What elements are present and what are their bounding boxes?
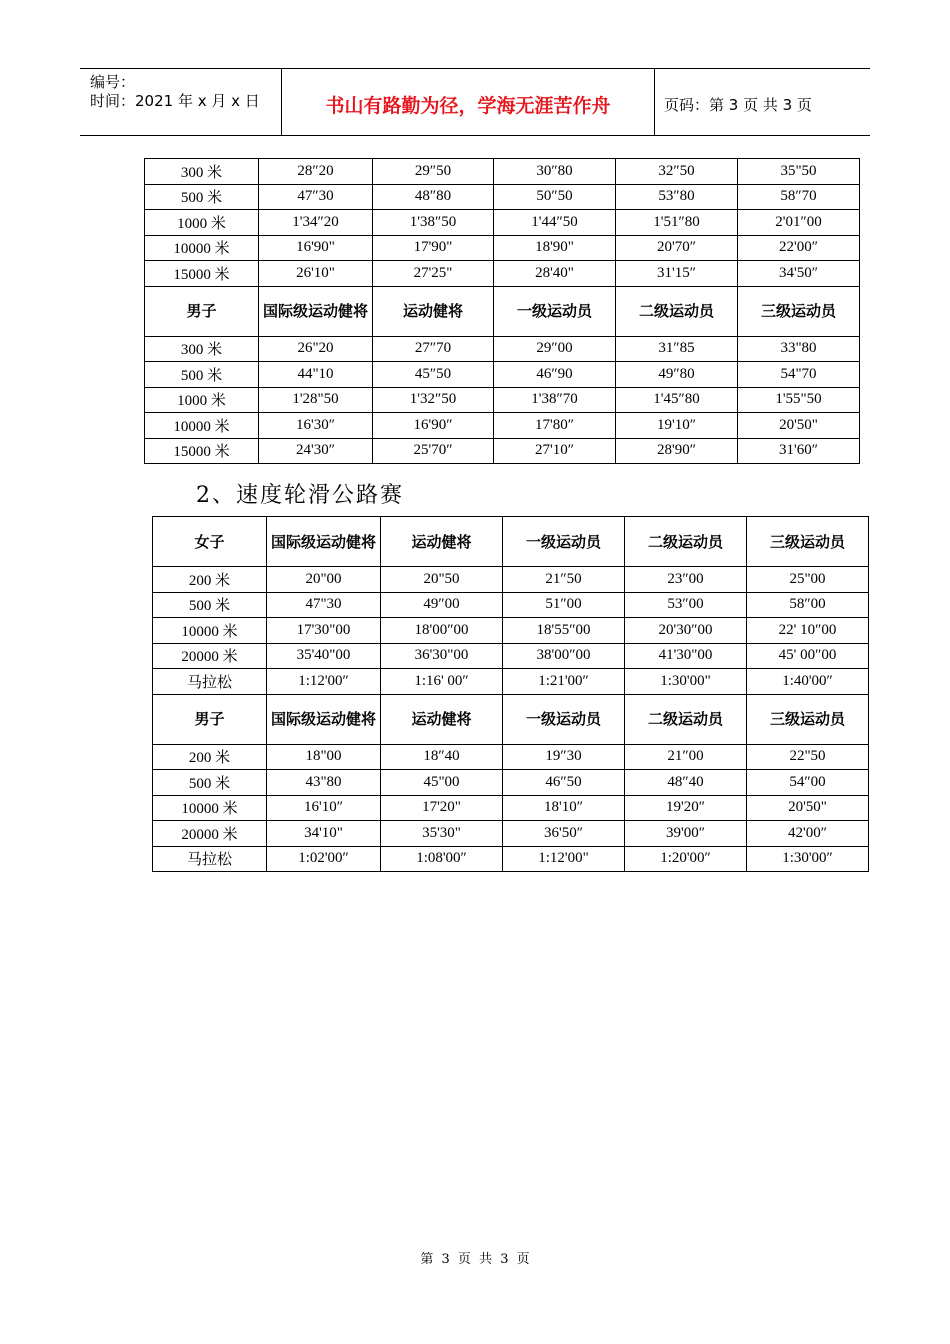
- time-cell: 18'10″: [503, 795, 625, 821]
- table-row: [153, 770, 869, 796]
- table-header-cell: 国际级运动健将: [267, 694, 381, 744]
- header-meta: [90, 73, 260, 111]
- time-cell: 19'20″: [625, 795, 747, 821]
- table-header-row: [153, 694, 869, 744]
- time-cell: 31″85: [616, 336, 738, 362]
- table-header-cell: 三级运动员: [738, 286, 860, 336]
- time-cell: 45' 00″00: [747, 643, 869, 669]
- distance-cell: 10000 米: [145, 235, 259, 261]
- time-cell: 18'00″00: [381, 618, 503, 644]
- time-cell: 1:12'00": [503, 846, 625, 872]
- distance-cell: 500 米: [145, 362, 259, 388]
- time-cell: 47"30: [267, 592, 381, 618]
- table-row: [153, 821, 869, 847]
- time-cell: 41'30"00: [625, 643, 747, 669]
- time-cell: 1'45″80: [616, 387, 738, 413]
- table-row: [153, 592, 869, 618]
- time-cell: 53″80: [616, 184, 738, 210]
- time-cell: 27'25": [373, 261, 494, 287]
- time-cell: 22' 10″00: [747, 618, 869, 644]
- table-row: [145, 362, 860, 388]
- time-cell: 17'90": [373, 235, 494, 261]
- distance-cell: 300 米: [145, 336, 259, 362]
- time-cell: 25'70″: [373, 438, 494, 464]
- time-cell: 48″80: [373, 184, 494, 210]
- table-row: [145, 336, 860, 362]
- time-cell: 1:20'00″: [625, 846, 747, 872]
- road-standards-table: [152, 516, 869, 872]
- time-cell: 1'28"50: [259, 387, 373, 413]
- time-cell: 34'50″: [738, 261, 860, 287]
- time-cell: 20'50": [747, 795, 869, 821]
- table-header-cell: 男子: [153, 694, 267, 744]
- time-cell: 18"00: [267, 744, 381, 770]
- time-cell: 35'30": [381, 821, 503, 847]
- distance-cell: 500 米: [153, 592, 267, 618]
- time-cell: 1:30'00": [625, 669, 747, 695]
- time-cell: 28'40": [494, 261, 616, 287]
- time-cell: 22"50: [747, 744, 869, 770]
- time-cell: 36'30"00: [381, 643, 503, 669]
- time-cell: 1'44″50: [494, 210, 616, 236]
- table-header-cell: 三级运动员: [747, 694, 869, 744]
- table-row: [145, 261, 860, 287]
- table-header-row: [145, 286, 860, 336]
- distance-cell: 15000 米: [145, 438, 259, 464]
- time-cell: 25"00: [747, 567, 869, 593]
- page-footer: 第 3 页 共 3 页: [420, 1252, 530, 1267]
- page-header: [80, 68, 870, 136]
- distance-cell: 300 米: [145, 159, 259, 185]
- time-cell: 21″50: [503, 567, 625, 593]
- time-cell: 44"10: [259, 362, 373, 388]
- time-cell: 43"80: [267, 770, 381, 796]
- distance-cell: 马拉松: [153, 669, 267, 695]
- time-cell: 48″40: [625, 770, 747, 796]
- time-cell: 51″00: [503, 592, 625, 618]
- table-row: [145, 387, 860, 413]
- time-cell: 47″30: [259, 184, 373, 210]
- time-cell: 21″00: [625, 744, 747, 770]
- time-cell: 18″40: [381, 744, 503, 770]
- table-row: [145, 159, 860, 185]
- time-cell: 20"00: [267, 567, 381, 593]
- table-header-cell: 运动健将: [381, 694, 503, 744]
- time-cell: 39'00″: [625, 821, 747, 847]
- time-cell: 31'60″: [738, 438, 860, 464]
- distance-cell: 15000 米: [145, 261, 259, 287]
- time-cell: 1:40'00″: [747, 669, 869, 695]
- time-cell: 54″00: [747, 770, 869, 796]
- time-cell: 49″80: [616, 362, 738, 388]
- section-title: 2、速度轮滑公路赛: [196, 483, 404, 508]
- time-cell: 36'50″: [503, 821, 625, 847]
- table-header-cell: 一级运动员: [494, 286, 616, 336]
- time-cell: 29″00: [494, 336, 616, 362]
- time-cell: 1:30'00″: [747, 846, 869, 872]
- time-cell: 1'55"50: [738, 387, 860, 413]
- time-cell: 17'80″: [494, 413, 616, 439]
- distance-cell: 20000 米: [153, 821, 267, 847]
- distance-cell: 10000 米: [153, 795, 267, 821]
- time-cell: 20"50: [381, 567, 503, 593]
- table-row: [153, 669, 869, 695]
- table-header-cell: 国际级运动健将: [259, 286, 373, 336]
- time-cell: 26'10": [259, 261, 373, 287]
- table-header-cell: 一级运动员: [503, 517, 625, 567]
- time-cell: 19'10″: [616, 413, 738, 439]
- time-cell: 1'38″70: [494, 387, 616, 413]
- table-header-cell: 一级运动员: [503, 694, 625, 744]
- time-cell: 1'32″50: [373, 387, 494, 413]
- time-cell: 1:16' 00″: [381, 669, 503, 695]
- distance-cell: 10000 米: [153, 618, 267, 644]
- time-cell: 17'20": [381, 795, 503, 821]
- time-cell: 38'00″00: [503, 643, 625, 669]
- time-cell: 18'55″00: [503, 618, 625, 644]
- time-cell: 45"00: [381, 770, 503, 796]
- time-cell: 17'30"00: [267, 618, 381, 644]
- time-cell: 35'40"00: [267, 643, 381, 669]
- time-cell: 31'15″: [616, 261, 738, 287]
- time-cell: 1:08'00″: [381, 846, 503, 872]
- distance-cell: 500 米: [145, 184, 259, 210]
- time-cell: 46″90: [494, 362, 616, 388]
- time-cell: 54"70: [738, 362, 860, 388]
- time-cell: 19″30: [503, 744, 625, 770]
- table-row: [153, 795, 869, 821]
- time-cell: 58″00: [747, 592, 869, 618]
- time-cell: 27″70: [373, 336, 494, 362]
- time-cell: 58″70: [738, 184, 860, 210]
- table-row: [145, 184, 860, 210]
- table-row: [145, 413, 860, 439]
- time-cell: 16'10″: [267, 795, 381, 821]
- table-row: [153, 567, 869, 593]
- table-row: [153, 643, 869, 669]
- distance-cell: 1000 米: [145, 387, 259, 413]
- time-cell: 30″80: [494, 159, 616, 185]
- table-row: [153, 618, 869, 644]
- table-row: [145, 210, 860, 236]
- table-header-row: [153, 517, 869, 567]
- time-cell: 45″50: [373, 362, 494, 388]
- table-header-cell: 运动健将: [381, 517, 503, 567]
- time-cell: 32″50: [616, 159, 738, 185]
- time-cell: 34'10": [267, 821, 381, 847]
- time-cell: 27'10″: [494, 438, 616, 464]
- header-divider: [654, 69, 655, 135]
- table-header-cell: 二级运动员: [625, 517, 747, 567]
- time-cell: 20'70″: [616, 235, 738, 261]
- table-header-cell: 二级运动员: [625, 694, 747, 744]
- table-header-cell: 国际级运动健将: [267, 517, 381, 567]
- table-row: [153, 744, 869, 770]
- time-cell: 16'30″: [259, 413, 373, 439]
- time-cell: 22'00″: [738, 235, 860, 261]
- time-cell: 50″50: [494, 184, 616, 210]
- time-cell: 46″50: [503, 770, 625, 796]
- distance-cell: 马拉松: [153, 846, 267, 872]
- table-header-cell: 二级运动员: [616, 286, 738, 336]
- table-header-cell: 男子: [145, 286, 259, 336]
- table-row: [145, 235, 860, 261]
- time-cell: 28″20: [259, 159, 373, 185]
- table-row: [153, 846, 869, 872]
- time-cell: 1'34″20: [259, 210, 373, 236]
- time-cell: 16'90″: [373, 413, 494, 439]
- time-cell: 18'90": [494, 235, 616, 261]
- header-motto: 书山有路勤为径，学海无涯苦作舟: [325, 95, 611, 117]
- time-cell: 49″00: [381, 592, 503, 618]
- time-cell: 1'51″80: [616, 210, 738, 236]
- time-cell: 16'90": [259, 235, 373, 261]
- table-row: [145, 438, 860, 464]
- time-cell: 1'38″50: [373, 210, 494, 236]
- header-page-label: 页码：第 3 页 共 3 页: [664, 96, 812, 114]
- track-standards-table: [144, 158, 860, 464]
- time-cell: 20'30″00: [625, 618, 747, 644]
- table-header-cell: 女子: [153, 517, 267, 567]
- time-cell: 28'90″: [616, 438, 738, 464]
- time-cell: 33"80: [738, 336, 860, 362]
- time-cell: 23″00: [625, 567, 747, 593]
- time-cell: 35"50: [738, 159, 860, 185]
- time-cell: 29″50: [373, 159, 494, 185]
- time-cell: 2'01″00: [738, 210, 860, 236]
- time-cell: 1:21'00″: [503, 669, 625, 695]
- distance-cell: 1000 米: [145, 210, 259, 236]
- distance-cell: 200 米: [153, 744, 267, 770]
- time-cell: 26"20: [259, 336, 373, 362]
- distance-cell: 20000 米: [153, 643, 267, 669]
- number-label: 编号：: [90, 73, 136, 91]
- time-cell: 1:02'00″: [267, 846, 381, 872]
- table-header-cell: 三级运动员: [747, 517, 869, 567]
- distance-cell: 200 米: [153, 567, 267, 593]
- distance-cell: 10000 米: [145, 413, 259, 439]
- time-cell: 20'50": [738, 413, 860, 439]
- time-cell: 1:12'00″: [267, 669, 381, 695]
- time-cell: 53″00: [625, 592, 747, 618]
- time-label: 时间：2021 年 x 月 x 日: [90, 92, 260, 110]
- distance-cell: 500 米: [153, 770, 267, 796]
- table-header-cell: 运动健将: [373, 286, 494, 336]
- time-cell: 42'00″: [747, 821, 869, 847]
- time-cell: 24'30″: [259, 438, 373, 464]
